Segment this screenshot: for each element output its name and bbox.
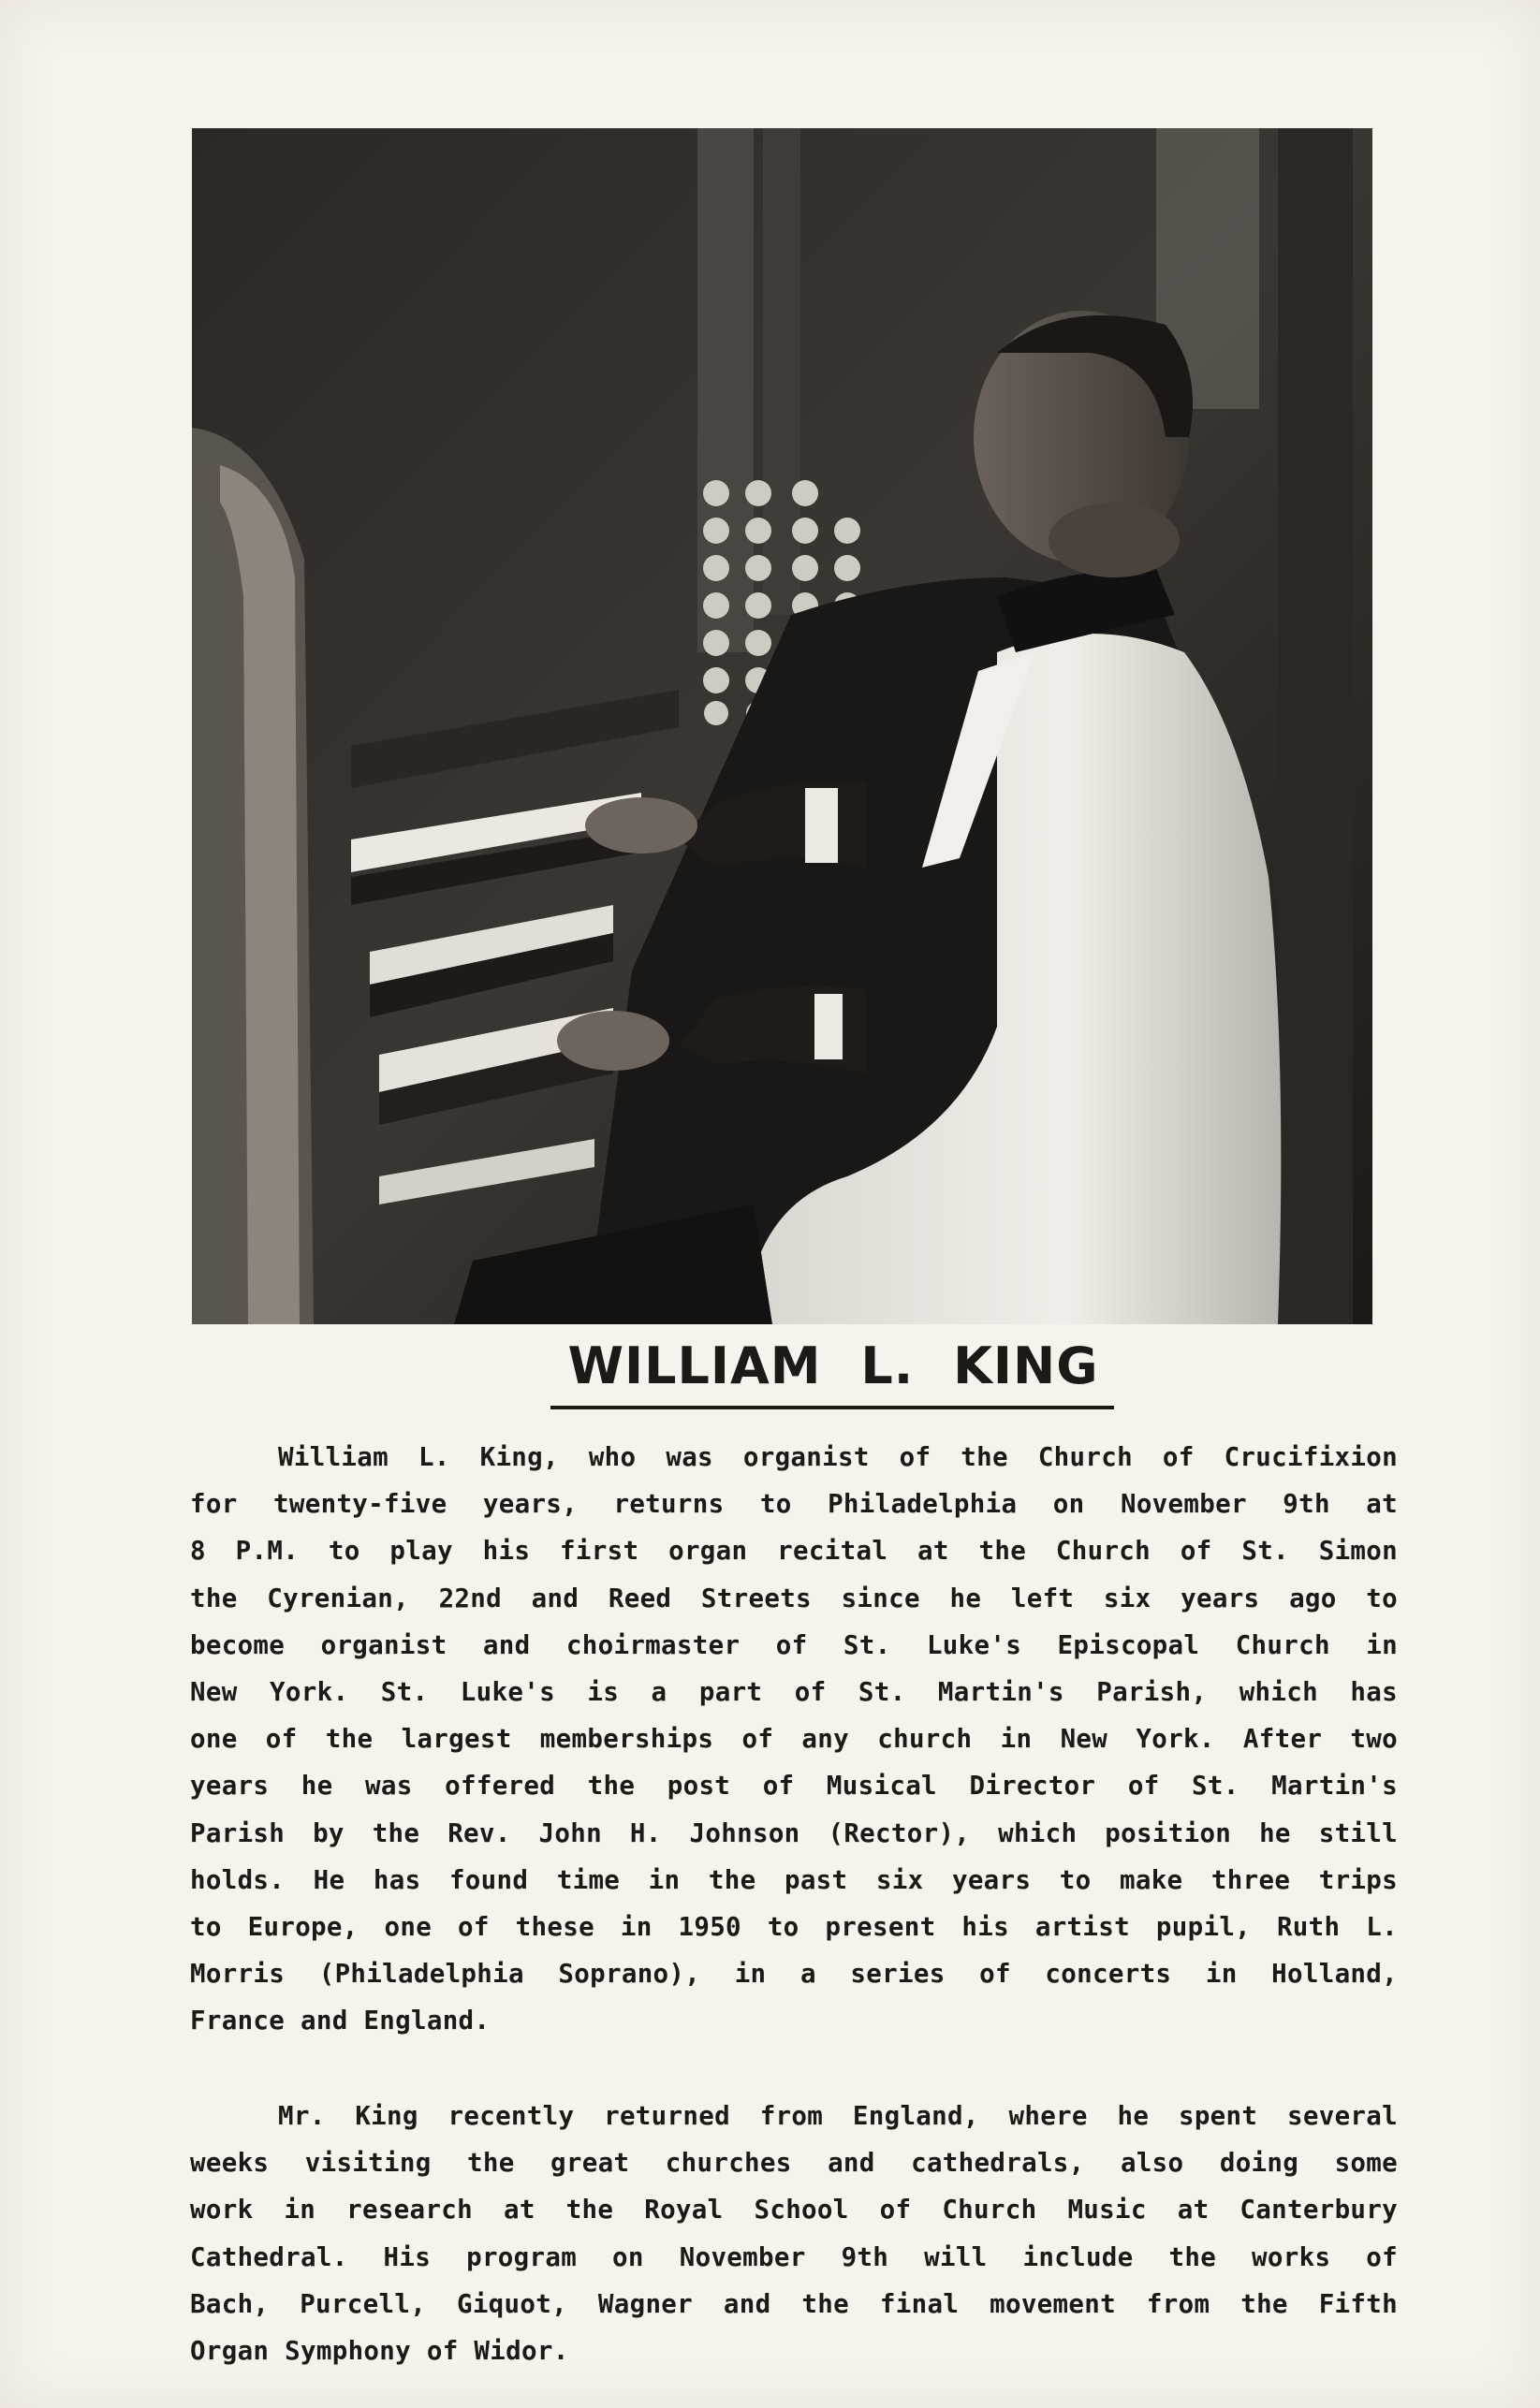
- organist-photo: [192, 128, 1372, 1324]
- photo-illustration: [192, 128, 1372, 1324]
- text-line: Organ Symphony of Widor.: [190, 2336, 569, 2367]
- text-line: to Europe, one of these in 1950 to present his artist pupil, Ruth L.: [190, 1912, 1398, 1943]
- text-line: for twenty-five years, returns to Philadelphia on November 9th at: [190, 1489, 1398, 1520]
- text-line: the Cyrenian, 22nd and Reed Streets since he left six years ago to: [190, 1583, 1398, 1613]
- text-line: work in research at the Royal School of Church Music at Canterbury: [190, 2195, 1398, 2226]
- text-line: William L. King, who was organist of the Church of Crucifixion: [278, 1442, 1398, 1472]
- text-line: one of the largest memberships of any church in New York. After two: [190, 1724, 1398, 1755]
- biography-paragraph: [190, 1434, 1398, 2045]
- text-line: Bach, Purcell, Giquot, Wagner and the final movement from the Fifth: [190, 2288, 1398, 2319]
- text-line: Mr. King recently returned from England, where he spent several: [278, 2101, 1398, 2131]
- recital-paragraph: [190, 2093, 1398, 2374]
- text-line: Parish by the Rev. John H. Johnson (Rector), which position he still: [190, 1817, 1398, 1848]
- text-line: Morris (Philadelphia Soprano), in a series of concerts in Holland,: [190, 1959, 1398, 1990]
- text-line: become organist and choirmaster of St. Luke's Episcopal Church in: [190, 1629, 1398, 1660]
- text-line: Cathedral. His program on November 9th will include the works of: [190, 2241, 1398, 2272]
- text-line: 8 P.M. to play his first organ recital at the Church of St. Simon: [190, 1536, 1398, 1567]
- text-line: holds. He has found time in the past six years to make three trips: [190, 1864, 1398, 1895]
- text-line: years he was offered the post of Musical Director of St. Martin's: [190, 1771, 1398, 1802]
- text-line: weeks visiting the great churches and cathedrals, also doing some: [190, 2148, 1398, 2179]
- text-line: New York. St. Luke's is a part of St. Martin's Parish, which has: [190, 1677, 1398, 1708]
- text-line: France and England.: [190, 2006, 491, 2036]
- title-underline: [550, 1406, 1114, 1409]
- page-title: WILLIAM L. KING: [567, 1336, 1099, 1395]
